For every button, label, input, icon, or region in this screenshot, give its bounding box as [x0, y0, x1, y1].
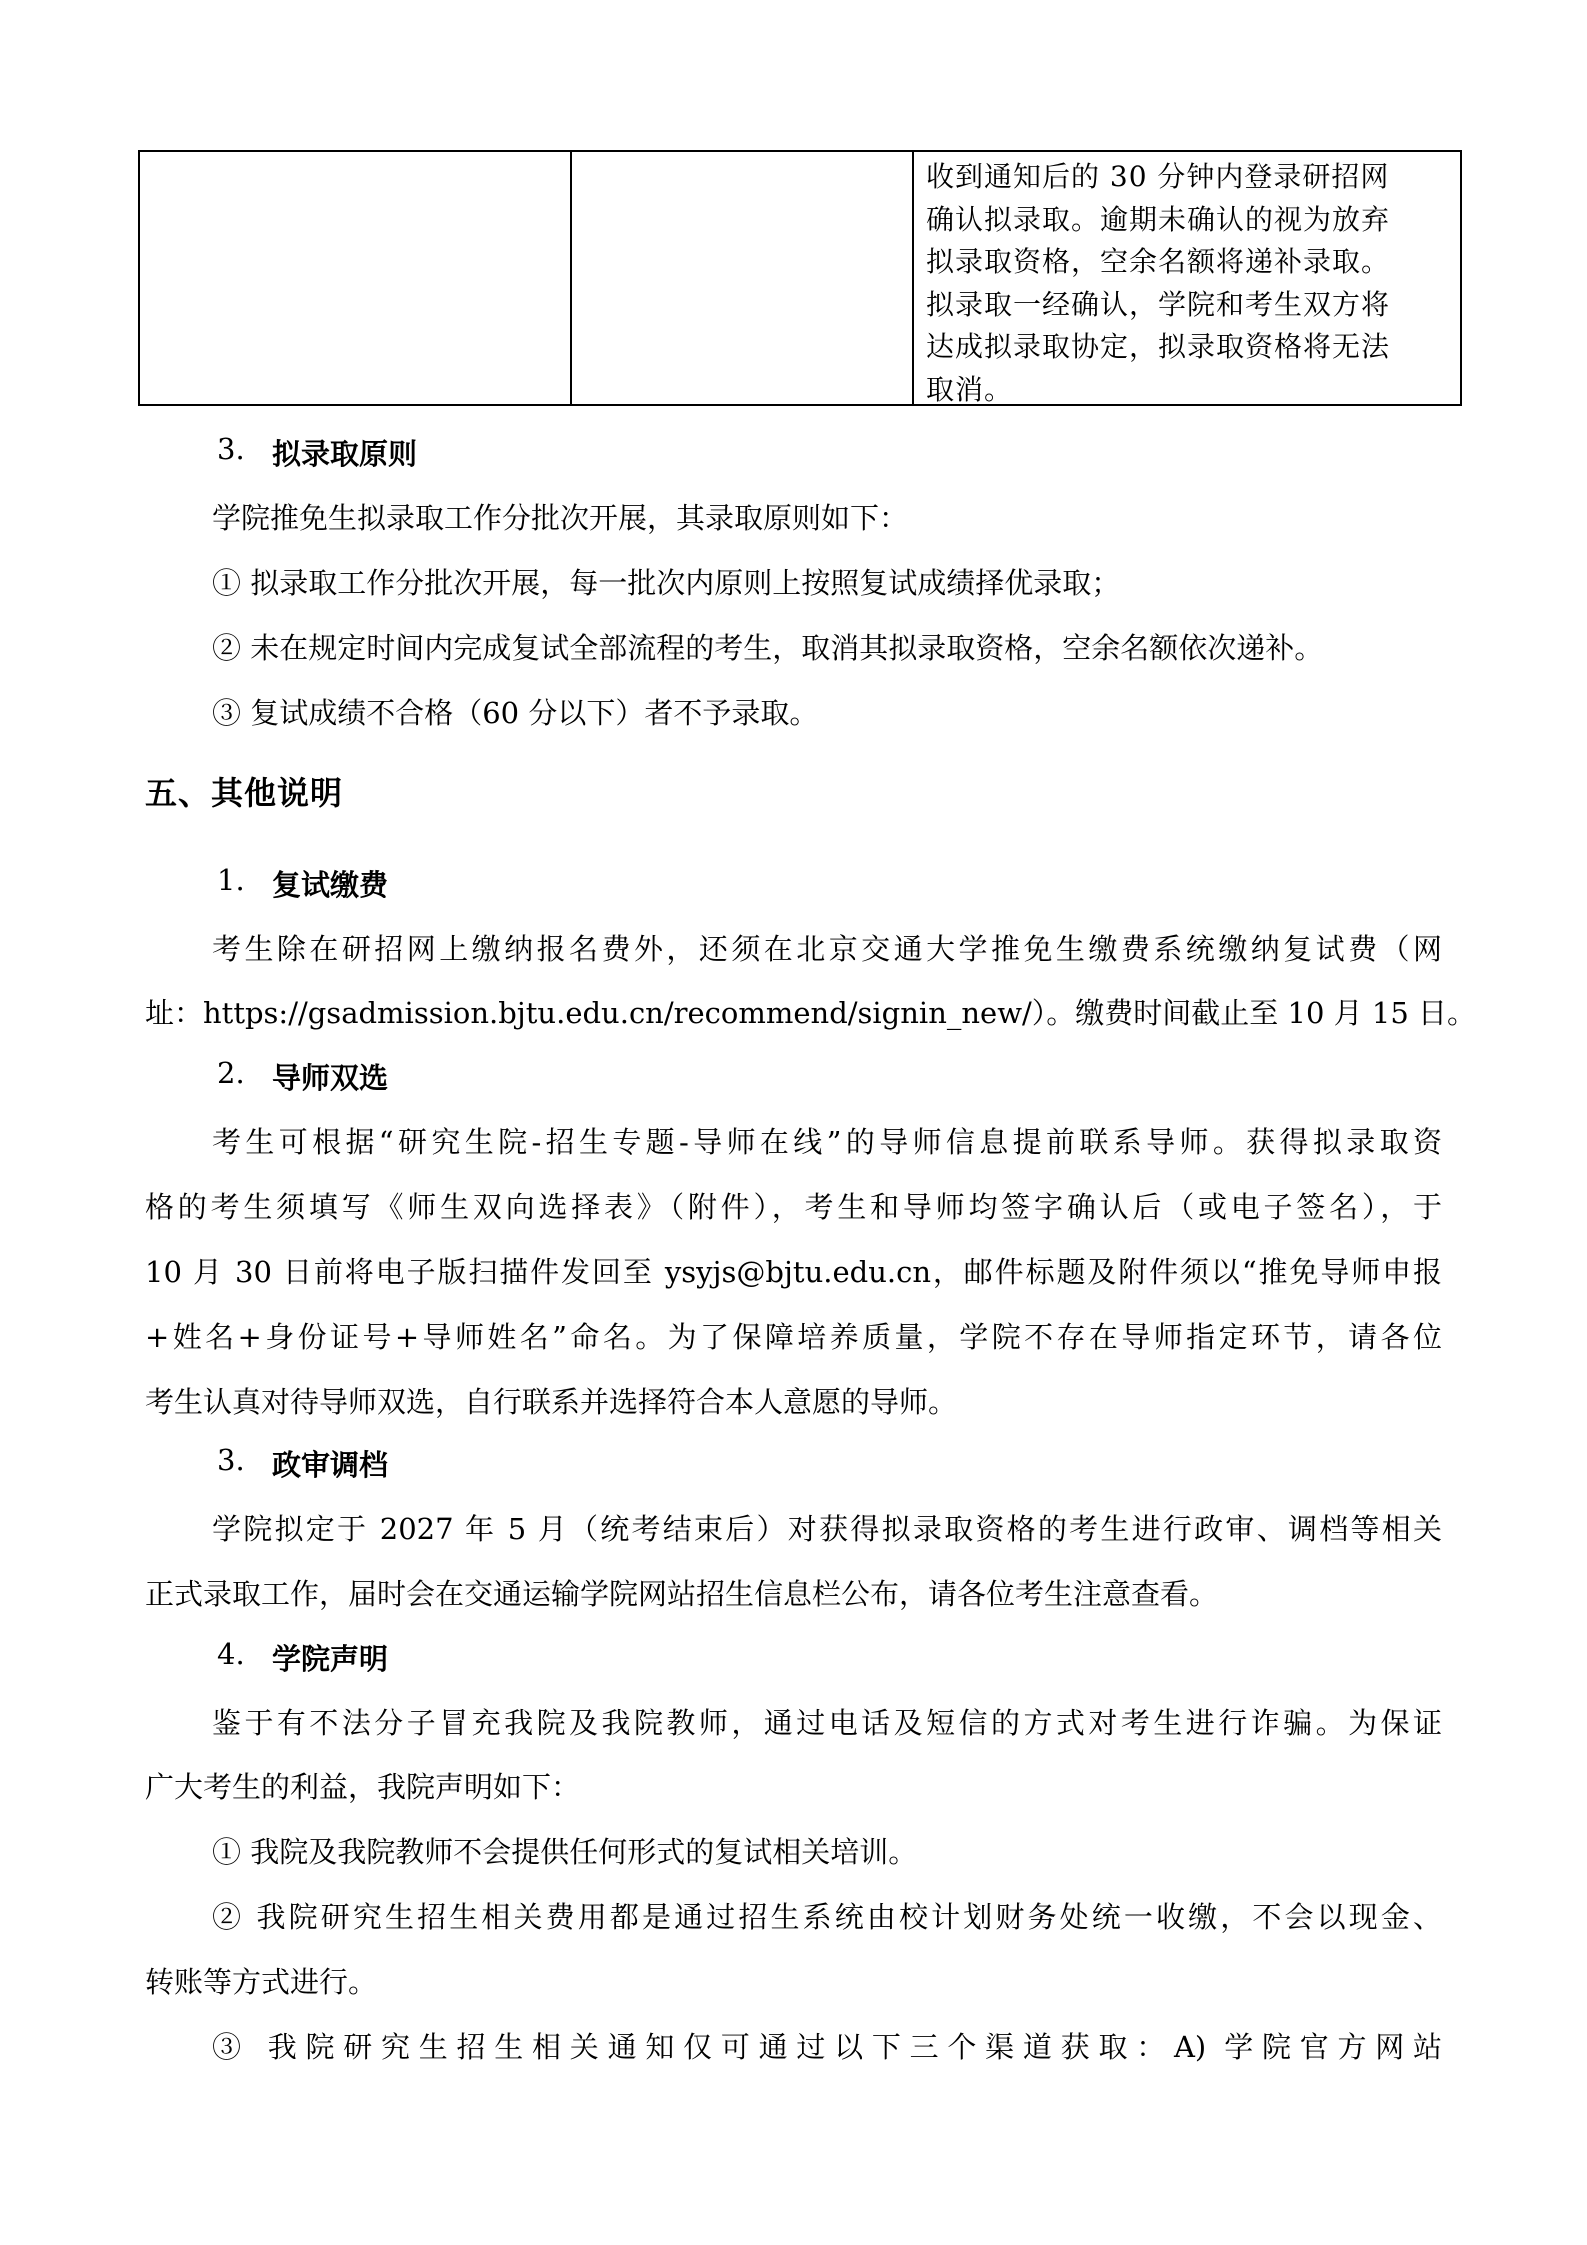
table-cell-text [926, 156, 1456, 411]
paragraph-line: 10 月 30 日前将电子版扫描件发回至 ysyjs@bjtu.edu.cn，邮件标题及附件须以“推免导师申报 [145, 1255, 1442, 1289]
table-fragment [138, 150, 1462, 406]
paragraph-line: 考生认真对待导师双选，自行联系并选择符合本人意愿的导师。 [145, 1385, 958, 1419]
paragraph-line: 考生可根据“研究生院-招生专题-导师在线”的导师信息提前联系导师。获得拟录取资 [212, 1125, 1442, 1159]
cell-line: 取消。 [926, 372, 1014, 406]
paragraph-intro: 学院推免生拟录取工作分批次开展，其录取原则如下： [212, 501, 909, 535]
subheading-title: 学院声明 [272, 1642, 389, 1676]
paragraph-line: 转账等方式进行。 [145, 1965, 378, 1999]
list-item: ③ 复试成绩不合格（60 分以下）者不予录取。 [212, 696, 819, 730]
cell-line: 收到通知后的 30 分钟内登录研招网 [926, 160, 1390, 193]
paragraph-line: 格的考生须填写《师生双向选择表》（附件），考生和导师均签字确认后（或电子签名），于 [145, 1190, 1442, 1224]
table-divider [570, 152, 572, 404]
list-item: ③ 我院研究生招生相关通知仅可通过以下三个渠道获取：A) 学院官方网站 [212, 2030, 1442, 2064]
paragraph-line: 址：https://gsadmission.bjtu.edu.cn/recommend/signin_new/）。缴费时间截止至 10 月 15 日。 [145, 996, 1476, 1030]
cell-line: 拟录取资格，空余名额将递补录取。 [926, 245, 1391, 278]
subheading-number: 3. [217, 432, 245, 466]
subheading-title: 拟录取原则 [272, 437, 418, 471]
list-item: ① 拟录取工作分批次开展，每一批次内原则上按照复试成绩择优录取； [212, 566, 1121, 600]
cell-line: 确认拟录取。逾期未确认的视为放弃 [926, 202, 1391, 236]
paragraph-line: 学院拟定于 2027 年 5 月（统考结束后）对获得拟录取资格的考生进行政审、调档等相关 [212, 1512, 1442, 1546]
subheading-title: 复试缴费 [272, 868, 389, 902]
subheading-title: 政审调档 [272, 1448, 389, 1482]
subheading-number: 4. [217, 1637, 245, 1671]
list-item: ② 未在规定时间内完成复试全部流程的考生，取消其拟录取资格，空余名额依次递补。 [212, 631, 1324, 665]
paragraph-line: 考生除在研招网上缴纳报名费外，还须在北京交通大学推免生缴费系统缴纳复试费（网 [212, 932, 1442, 966]
table-divider [912, 152, 914, 404]
subheading-number: 2. [217, 1056, 245, 1090]
paragraph-line: +姓名+身份证号+导师姓名”命名。为了保障培养质量，学院不存在导师指定环节，请各位 [145, 1320, 1442, 1354]
subheading-title: 导师双选 [272, 1061, 389, 1095]
paragraph-line: 鉴于有不法分子冒充我院及我院教师，通过电话及短信的方式对考生进行诈骗。为保证 [212, 1706, 1442, 1740]
list-item: ① 我院及我院教师不会提供任何形式的复试相关培训。 [212, 1835, 918, 1869]
section-heading: 五、其他说明 [145, 774, 344, 812]
paragraph-line: 正式录取工作，届时会在交通运输学院网站招生信息栏公布，请各位考生注意查看。 [145, 1577, 1219, 1611]
cell-line: 拟录取一经确认，学院和考生双方将 [926, 287, 1391, 321]
subheading-number: 3. [217, 1443, 245, 1477]
cell-line: 达成拟录取协定，拟录取资格将无法 [926, 330, 1391, 363]
subheading-number: 1. [217, 863, 245, 897]
paragraph-line: 广大考生的利益，我院声明如下： [145, 1770, 581, 1804]
list-item: ② 我院研究生招生相关费用都是通过招生系统由校计划财务处统一收缴，不会以现金、 [212, 1900, 1442, 1934]
